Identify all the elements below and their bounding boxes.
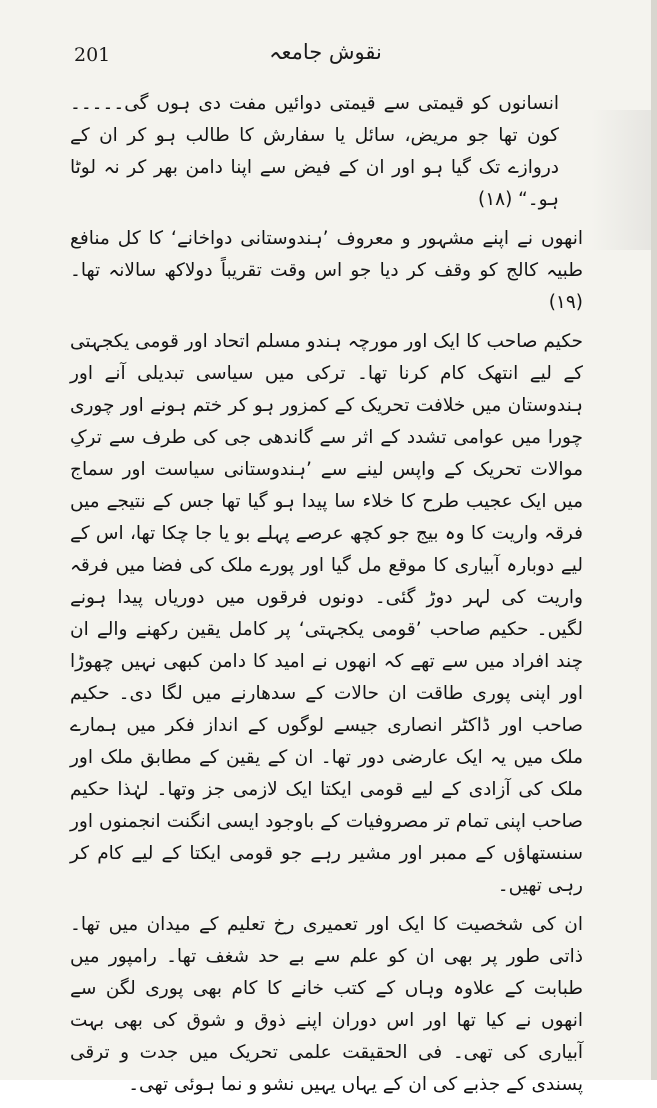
running-title: نقوش جامعہ: [269, 40, 382, 64]
body-text: [70, 88, 583, 1108]
quote-paragraph: انسانوں کو قیمتی سے قیمتی دوائیں مفت دی ہوں گی۔۔۔۔۔کون تھا جو مریض، سائل یا سفارش کا طالب ہو کر ان کے دروازے تک گیا ہو اور ان کے فیض سے اپنا دامن بھر کر نہ لوٹا ہو۔“ (۱۸): [70, 93, 559, 210]
paragraph-endowment: انھوں نے اپنے مشہور و معروف ’ہندوستانی دواخانے‘ کا کل منافع طبیہ کالج کو وقف کر دیا جو اس وقت تقریباً دولاکھ سالانہ تھا۔ (۱۹): [70, 228, 583, 313]
paragraph-education: ان کی شخصیت کا ایک اور تعمیری رخ تعلیم کے میدان میں تھا۔ ذاتی طور پر بھی ان کو علم سے بے حد شغف تھا۔ رامپور میں طبابت کے علاوہ وہاں کے کتب خانے کا کام بھی پوری لگن سے انھوں نے کیا تھا اور اس دوران اپنے ذوق و شوق کی بھی بہت آبیاری کی تھی۔ فی الحقیقت علمی تحریک میں جدت و ترقی پسندی کے جذبے کی ان کے یہاں یہیں نشو و نما ہوئی تھی۔: [70, 914, 583, 1095]
paragraph-national-unity: حکیم صاحب کا ایک اور مورچہ ہندو مسلم اتحاد اور قومی یکجہتی کے لیے انتھک کام کرنا تھا۔ ترکی میں سیاسی تبدیلی آنے اور ہندوستان میں خلافت تحریک کے کمزور ہو کر ختم ہونے اور چوری چورا میں عوامی تشدد کے اثر سے گاندھی جی کی طرف سے ترکِ موالات تحریک کے واپس لینے سے ’ہندوستانی سیاست اور سماج میں ایک عجیب طرح کا خلاء سا پیدا ہو گیا تھا جس کے نتیجے میں فرقہ واریت کا وہ بیج جو کچھ عرصے پہلے بو یا جا چکا تھا، اس کے لیے دوبارہ آبیاری کا موقع مل گیا اور پورے ملک کی فضا میں فرقہ واریت کی لہر دوڑ گئی۔ دونوں فرقوں میں دوریاں پیدا ہونے لگیں۔ حکیم صاحب ’قومی یکجہتی‘ پر کامل یقین رکھنے والے ان چند افراد میں سے تھے کہ انھوں نے امید کا دامن کبھی نہیں چھوڑا اور اپنی پوری طاقت ان حالات کے سدھارنے میں لگا دی۔ حکیم صاحب اور ڈاکٹر انصاری جیسے لوگوں کے انداز فکر میں ہمارے ملک میں یہ ایک عارضی دور تھا۔ ان کے یقین کے مطابق ملک اور ملک کی آزادی کے لیے قومی ایکتا ایک لازمی جز وتھا۔ لہٰذا حکیم صاحب اپنی تمام تر مصروفیات کے باوجود ایسی انگنت انجمنوں اور سنستھاؤں کے ممبر اور مشیر رہے جو قومی ایکتا کے لیے کام کر رہی تھیں۔: [70, 331, 583, 896]
show-through-shadow: [591, 110, 651, 250]
page-number: 201: [74, 44, 111, 66]
